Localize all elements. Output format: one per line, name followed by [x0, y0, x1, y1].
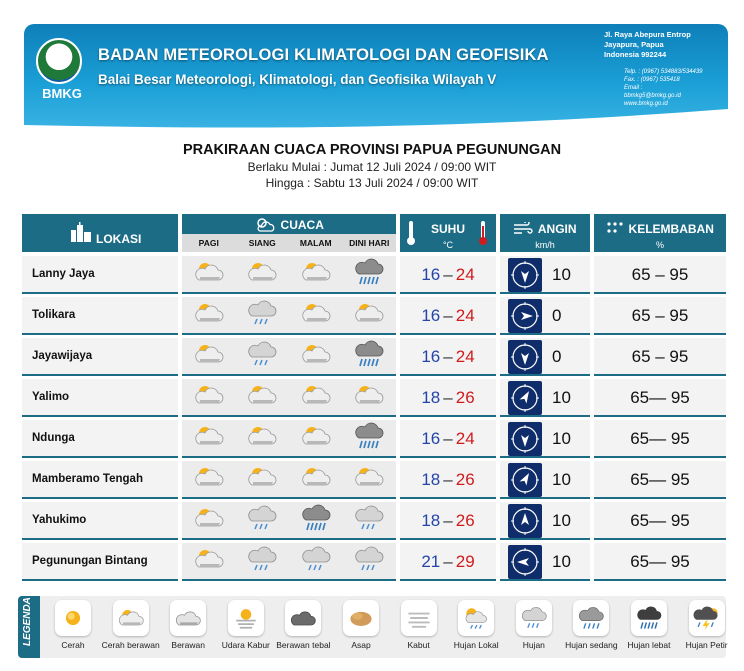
location-cell [22, 461, 178, 499]
weather-period-3 [343, 299, 397, 332]
weather-cell [182, 420, 396, 458]
wind-speed: 0 [552, 347, 562, 366]
period-malam: MALAM [299, 238, 332, 248]
location-cell [22, 420, 178, 458]
temp-min: 18 [421, 470, 441, 489]
humidity-cell [594, 420, 726, 458]
light-rain-icon [245, 340, 279, 373]
address-line: Indonesia 992244 [604, 50, 667, 59]
period-pagi: PAGI [198, 238, 219, 248]
temperature-cell: 16 – 24 [400, 420, 496, 458]
sun-icon [55, 600, 91, 636]
wind-speed: 0 [552, 306, 562, 325]
heavy-rain-icon [352, 340, 386, 373]
weather-period-3 [343, 545, 397, 578]
dark-cloud-icon [285, 600, 321, 636]
weather-period-0 [182, 381, 236, 414]
temp-max: 24 [455, 306, 475, 325]
light-rain-icon [516, 600, 552, 636]
wind-direction-icon [508, 422, 542, 456]
temperature-cell: 16 – 24 [400, 256, 496, 294]
sun-cloud-icon [299, 258, 333, 291]
humidity-drops-icon [606, 221, 624, 235]
sun-cloud-icon [299, 381, 333, 414]
legend-label: Cerah [61, 640, 85, 650]
period-siang: SIANG [248, 238, 276, 248]
legend-item [678, 600, 736, 650]
weather-period-1 [236, 545, 290, 578]
kelembaban-label: KELEMBABAN [628, 222, 714, 236]
fog-icon [401, 600, 437, 636]
temperature-cell: 16 – 24 [400, 338, 496, 376]
banner-swoosh [24, 101, 728, 132]
temperature-cell: 16 – 24 [400, 297, 496, 335]
lokasi-label: LOKASI [96, 232, 142, 246]
wind-direction-icon [508, 463, 542, 497]
temperature-cell: 18 – 26 [400, 461, 496, 499]
contact-line: bbmkg5@bmkg.go.id [624, 93, 681, 99]
forecast-titles [0, 142, 744, 190]
temperature-cell: 18 – 26 [400, 502, 496, 540]
temp-max: 26 [455, 511, 475, 530]
weather-cell [182, 543, 396, 581]
legend-label: Cerah berawan [101, 640, 160, 650]
weather-period-2 [289, 340, 343, 373]
light-rain-icon [245, 299, 279, 332]
humidity-range: 65— 95 [630, 552, 690, 571]
temp-max: 26 [455, 388, 475, 407]
wind-speed: 10 [552, 388, 571, 407]
wind-cell [500, 297, 590, 335]
sun-cloud-icon [192, 545, 226, 578]
humidity-range: 65 – 95 [631, 306, 689, 325]
humidity-cell [594, 379, 726, 417]
angin-label: ANGIN [537, 222, 577, 236]
sun-cloud-icon [299, 422, 333, 455]
sun-cloud-icon [192, 299, 226, 332]
temp-min: 21 [421, 552, 441, 571]
smoke-icon [343, 600, 379, 636]
header-banner [24, 24, 728, 132]
suhu-label: SUHU [430, 222, 465, 236]
location-cell [22, 297, 178, 335]
legend-label: Berawan tebal [276, 640, 331, 650]
legend-label: Berawan [171, 640, 205, 650]
humidity-range: 65— 95 [630, 388, 690, 407]
weather-period-2 [289, 545, 343, 578]
weather-period-1 [236, 299, 290, 332]
weather-period-2 [289, 258, 343, 291]
sun-cloud-icon [192, 463, 226, 496]
sun-cloud-icon [352, 463, 386, 496]
humidity-cell [594, 502, 726, 540]
angin-unit: km/h [535, 240, 555, 250]
angin-title [500, 220, 590, 250]
temperature-cell: 21 – 29 [400, 543, 496, 581]
wind-cell [500, 379, 590, 417]
temp-max: 24 [455, 347, 475, 366]
location-cell [22, 379, 178, 417]
sun-cloud-icon [192, 258, 226, 291]
light-rain-icon [352, 545, 386, 578]
contact-block [624, 68, 703, 108]
table-row [22, 461, 726, 499]
sun-cloud-icon [245, 258, 279, 291]
valid-from: Berlaku Mulai : Jumat 12 Juli 2024 / 09:00 WIT [247, 160, 497, 174]
table-row [22, 256, 726, 294]
wind-direction-icon [508, 299, 542, 333]
wind-speed: 10 [552, 429, 571, 448]
moderate-rain-icon [573, 600, 609, 636]
weather-period-3 [343, 422, 397, 455]
weather-period-3 [343, 340, 397, 373]
humidity-range: 65— 95 [630, 470, 690, 489]
wind-cell [500, 461, 590, 499]
wind-direction-icon [508, 340, 542, 374]
wind-direction-icon [508, 504, 542, 538]
local-rain-icon [458, 600, 494, 636]
weather-period-1 [236, 381, 290, 414]
weather-period-0 [182, 504, 236, 537]
light-rain-icon [299, 545, 333, 578]
humidity-cell [594, 543, 726, 581]
heavy-rain-dark-icon [631, 600, 667, 636]
header-kelembaban [594, 214, 726, 252]
location-cell [22, 256, 178, 294]
weather-period-0 [182, 258, 236, 291]
wind-speed: 10 [552, 511, 571, 530]
legend-label: Hujan Lokal [453, 640, 499, 650]
humidity-range: 65 – 95 [631, 347, 689, 366]
cuaca-title [182, 216, 396, 235]
sun-cloud-icon [192, 340, 226, 373]
address-line: Jl. Raya Abepura Entrop [604, 30, 691, 39]
wind-cell [500, 420, 590, 458]
wind-speed: 10 [552, 552, 571, 571]
weather-period-0 [182, 299, 236, 332]
weather-period-3 [343, 504, 397, 537]
location-name: Mamberamo Tengah [32, 473, 143, 485]
legend-item [102, 600, 160, 650]
period-dini-hari: DINI HARI [349, 238, 390, 248]
legend-item [332, 600, 390, 650]
sun-cloud-icon [299, 340, 333, 373]
table-row [22, 502, 726, 540]
temp-min: 18 [421, 388, 441, 407]
table-row [22, 338, 726, 376]
sun-cloud-icon [245, 463, 279, 496]
location-name: Yahukimo [32, 514, 87, 526]
weather-cell [182, 297, 396, 335]
contact-line: Telp. : (0967) 534883/534439 [624, 69, 703, 75]
light-rain-icon [352, 504, 386, 537]
table-row [22, 543, 726, 581]
sun-cloud-icon [254, 216, 276, 232]
legend-label: Hujan [522, 640, 545, 650]
wind-direction-icon [508, 258, 542, 292]
kelembaban-unit: % [655, 240, 664, 250]
weather-cell [182, 256, 396, 294]
weather-period-1 [236, 258, 290, 291]
temp-max: 26 [455, 470, 475, 489]
legend-item [447, 600, 505, 650]
sun-cloud-icon [113, 600, 149, 636]
sun-cloud-icon [192, 504, 226, 537]
weather-period-2 [289, 422, 343, 455]
bmkg-logo [36, 38, 82, 84]
legend-label: Udara Kabur [221, 640, 270, 650]
sun-cloud-icon [352, 299, 386, 332]
humidity-cell [594, 461, 726, 499]
weather-cell [182, 461, 396, 499]
legend-item [274, 600, 332, 650]
wind-direction-icon [508, 545, 542, 579]
contact-line: Email : [624, 85, 643, 91]
contact-line: Fax. : (0967) 535418 [624, 77, 680, 83]
location-name: Yalimo [32, 391, 70, 403]
contact-line: www.bmkg.go.id [624, 101, 668, 107]
wind-cell [500, 502, 590, 540]
location-cell [22, 338, 178, 376]
legend-label: Kabut [407, 640, 430, 650]
thunder-icon [689, 600, 725, 636]
table-row [22, 379, 726, 417]
legend-item [620, 600, 678, 650]
legend-item [562, 600, 620, 650]
suhu-unit: °C [442, 240, 454, 250]
sun-cloud-icon [245, 381, 279, 414]
address-block [604, 30, 691, 60]
weather-period-0 [182, 545, 236, 578]
header-cuaca [182, 214, 396, 252]
weather-cell [182, 502, 396, 540]
weather-period-3 [343, 463, 397, 496]
cloud-icon [170, 600, 206, 636]
temp-min: 16 [421, 306, 441, 325]
city-icon [70, 222, 92, 242]
weather-period-3 [343, 258, 397, 291]
legend-tag [18, 596, 40, 658]
temperature-cell: 18 – 26 [400, 379, 496, 417]
weather-period-0 [182, 340, 236, 373]
legend-item [505, 600, 563, 650]
location-name: Tolikara [32, 309, 76, 321]
legend-item [159, 600, 217, 650]
legend-label: Asap [351, 640, 371, 650]
legend-item [217, 600, 275, 650]
header-angin [500, 214, 590, 252]
haze-icon [228, 600, 264, 636]
weather-period-2 [289, 299, 343, 332]
wind-speed: 10 [552, 265, 571, 284]
temp-min: 16 [421, 265, 441, 284]
legend-item [390, 600, 448, 650]
legend-label: Hujan lebat [627, 640, 671, 650]
logo-text: BMKG [42, 86, 82, 101]
wind-speed: 10 [552, 470, 571, 489]
kelembaban-title [594, 220, 726, 250]
humidity-cell [594, 338, 726, 376]
heavy-rain-icon [299, 504, 333, 537]
legend-label: Hujan Petir [685, 640, 728, 650]
temp-min: 16 [421, 347, 441, 366]
cuaca-label: CUACA [280, 218, 324, 232]
weather-period-1 [236, 422, 290, 455]
wind-cell [500, 256, 590, 294]
sun-cloud-icon [245, 422, 279, 455]
weather-period-3 [343, 381, 397, 414]
org-subtitle: Balai Besar Meteorologi, Klimatologi, dan Geofisika Wilayah V [98, 72, 497, 87]
valid-to: Hingga : Sabtu 13 Juli 2024 / 09:00 WIT [265, 176, 479, 190]
heavy-rain-icon [352, 422, 386, 455]
wind-icon [513, 222, 533, 234]
location-cell [22, 543, 178, 581]
sun-cloud-icon [192, 422, 226, 455]
header-lokasi [22, 214, 178, 252]
suhu-title [400, 220, 496, 250]
temp-max: 24 [455, 265, 475, 284]
location-name: Ndunga [32, 432, 75, 444]
location-name: Pegunungan Bintang [32, 555, 148, 567]
location-cell [22, 502, 178, 540]
humidity-range: 65— 95 [630, 429, 690, 448]
table-row [22, 420, 726, 458]
legend-tag-label: LEGENDA [22, 597, 33, 646]
legend-label: Hujan sedang [565, 640, 618, 650]
temp-max: 29 [455, 552, 475, 571]
weather-period-0 [182, 463, 236, 496]
sun-cloud-icon [299, 299, 333, 332]
sun-cloud-icon [352, 381, 386, 414]
temp-min: 18 [421, 511, 441, 530]
humidity-cell [594, 297, 726, 335]
temp-min: 16 [421, 429, 441, 448]
temp-max: 24 [455, 429, 475, 448]
header-suhu [400, 214, 496, 252]
weather-cell [182, 338, 396, 376]
weather-period-2 [289, 504, 343, 537]
weather-period-0 [182, 422, 236, 455]
humidity-cell [594, 256, 726, 294]
location-name: Lanny Jaya [32, 268, 95, 280]
address-line: Jayapura, Papua [604, 40, 664, 49]
weather-period-1 [236, 463, 290, 496]
heavy-rain-icon [352, 258, 386, 291]
table-row [22, 297, 726, 335]
weather-period-2 [289, 463, 343, 496]
sun-cloud-icon [192, 381, 226, 414]
page-title: PRAKIRAAN CUACA PROVINSI PAPUA PEGUNUNGAN [182, 142, 562, 158]
humidity-range: 65— 95 [630, 511, 690, 530]
legend [18, 596, 726, 658]
humidity-range: 65 – 95 [631, 265, 689, 284]
light-rain-icon [245, 504, 279, 537]
weather-period-1 [236, 340, 290, 373]
light-rain-icon [245, 545, 279, 578]
weather-period-1 [236, 504, 290, 537]
wind-cell [500, 543, 590, 581]
sun-cloud-icon [299, 463, 333, 496]
location-name: Jayawijaya [32, 350, 93, 362]
legend-item [44, 600, 102, 650]
wind-cell [500, 338, 590, 376]
wind-direction-icon [508, 381, 542, 415]
weather-cell [182, 379, 396, 417]
org-title: BADAN METEOROLOGI KLIMATOLOGI DAN GEOFISIKA [98, 46, 549, 64]
period-headers [182, 234, 396, 252]
weather-period-2 [289, 381, 343, 414]
